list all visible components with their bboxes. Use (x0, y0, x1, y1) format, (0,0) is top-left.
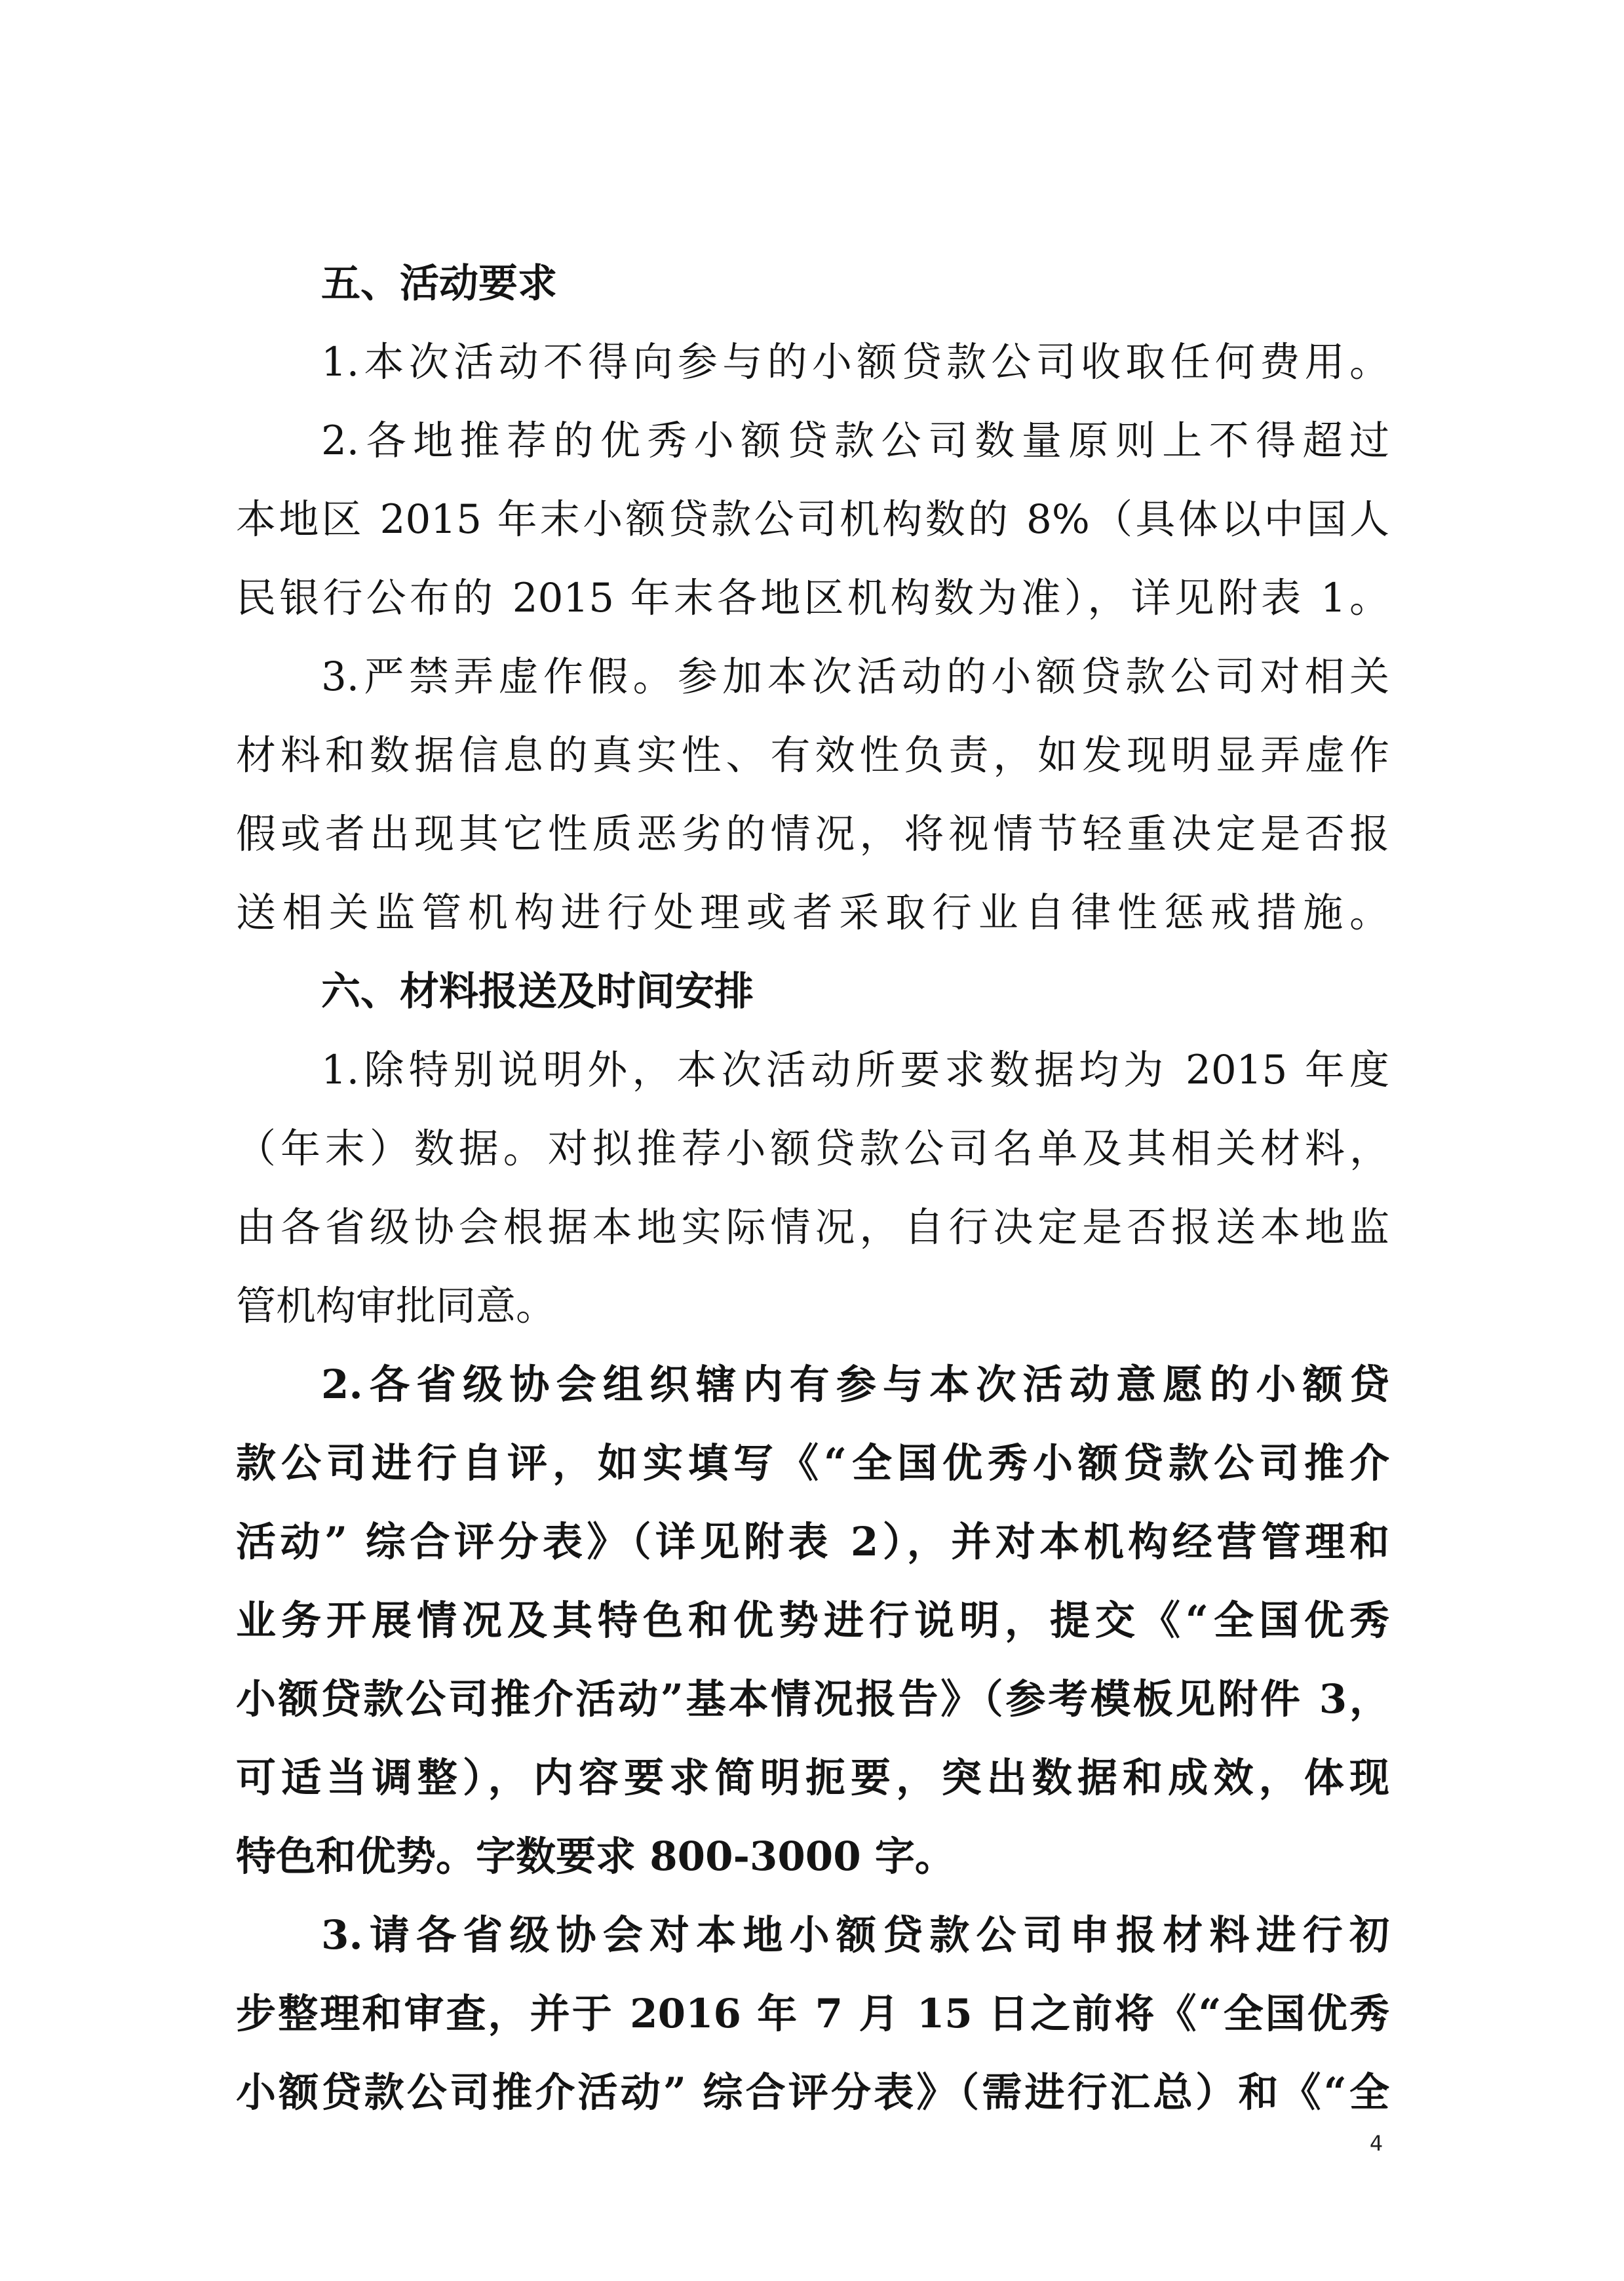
schedule-3-line-2: 步整理和审查，并于 2016 年 7 月 15 日之前将《“全国优秀 (236, 1991, 1389, 2037)
requirement-2-line-1: 2.各地推荐的优秀小额贷款公司数量原则上不得超过 (321, 418, 1389, 464)
schedule-1-line-2: （年末）数据。对拟推荐小额贷款公司名单及其相关材料， (236, 1125, 1389, 1172)
schedule-2-line-1: 2.各省级协会组织辖内有参与本次活动意愿的小额贷 (321, 1361, 1389, 1408)
schedule-2-line-3: 活动” 综合评分表》（详见附表 2），并对本机构经营管理和 (236, 1519, 1389, 1565)
schedule-2-line-4: 业务开展情况及其特色和优势进行说明，提交《“全国优秀 (236, 1597, 1389, 1644)
section-heading-submission-schedule: 六、材料报送及时间安排 (321, 969, 754, 1015)
schedule-2-line-2: 款公司进行自评，如实填写《“全国优秀小额贷款公司推介 (236, 1440, 1389, 1487)
schedule-3-line-1: 3.请各省级协会对本地小额贷款公司申报材料进行初 (321, 1912, 1389, 1959)
schedule-1-line-1: 1.除特别说明外，本次活动所要求数据均为 2015 年度 (321, 1047, 1389, 1093)
schedule-2-line-7: 特色和优势。字数要求 800-3000 字。 (236, 1833, 955, 1880)
section-heading-activity-requirements: 五、活动要求 (321, 261, 557, 307)
requirement-3-line-1: 3.严禁弄虚作假。参加本次活动的小额贷款公司对相关 (321, 653, 1389, 700)
schedule-1-line-4: 管机构审批同意。 (236, 1283, 556, 1329)
requirement-2-line-2: 本地区 2015 年末小额贷款公司机构数的 8%（具体以中国人 (236, 496, 1389, 543)
schedule-1-line-3: 由各省级协会根据本地实际情况，自行决定是否报送本地监 (236, 1204, 1389, 1251)
requirement-1: 1.本次活动不得向参与的小额贷款公司收取任何费用。 (321, 339, 1389, 385)
page-number: 4 (1369, 2131, 1383, 2156)
schedule-3-line-3: 小额贷款公司推介活动” 综合评分表》（需进行汇总）和《“全 (236, 2069, 1389, 2116)
requirement-3-line-2: 材料和数据信息的真实性、有效性负责，如发现明显弄虚作 (236, 732, 1389, 779)
schedule-2-line-6: 可适当调整），内容要求简明扼要，突出数据和成效，体现 (236, 1755, 1389, 1801)
requirement-3-line-3: 假或者出现其它性质恶劣的情况，将视情节轻重决定是否报 (236, 811, 1389, 857)
requirement-2-line-3: 民银行公布的 2015 年末各地区机构数为准），详见附表 1。 (236, 575, 1389, 621)
schedule-2-line-5: 小额贷款公司推介活动”基本情况报告》（参考模板见附件 3， (236, 1676, 1389, 1723)
requirement-3-line-4: 送相关监管机构进行处理或者采取行业自律性惩戒措施。 (236, 889, 1389, 936)
